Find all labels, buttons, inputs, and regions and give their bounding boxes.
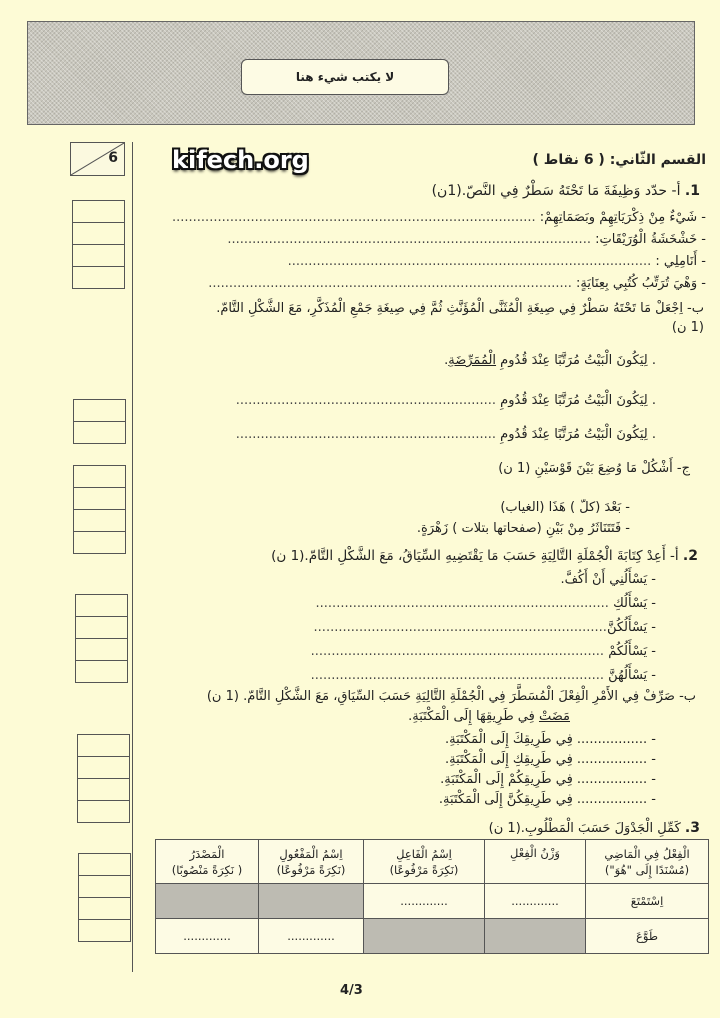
q2b-items[interactable] bbox=[439, 730, 656, 810]
grade-box-q1b bbox=[73, 399, 126, 444]
shaded-cell bbox=[156, 884, 259, 919]
conjugation-table bbox=[155, 839, 709, 954]
answer-cell[interactable]: ............. bbox=[259, 919, 364, 954]
watermark: kifech.org bbox=[172, 146, 309, 174]
section-score-box bbox=[70, 142, 125, 176]
underlined-verb: مَضَتْ bbox=[538, 709, 570, 724]
q1-number: 1. bbox=[684, 183, 700, 199]
section-title: القسم الثّاني: ( 6 نقاط ) bbox=[532, 152, 706, 168]
q1a-item-4[interactable]: - وَهْيَ تُرَتِّبُ كُتُبِي بِعِنَايَةٍ: ........................................................................................ bbox=[208, 276, 706, 291]
q2a-prompt: 2. أ- أَعِدْ كِتَابَةَ الْجُمْلَةِ التَّالِيَةِ حَسَبَ مَا يَقْتَضِيهِ السِّيَاقُ، مَعَ الشَّكْلِ التَّامّ.(1 ن) bbox=[271, 548, 698, 564]
q2b-item-3: - ................. فِي طَرِيقِكُمْ إِلَى الْمَكْتَبَةِ. bbox=[440, 772, 656, 787]
shaded-cell bbox=[259, 884, 364, 919]
answer-cell[interactable]: ............. bbox=[156, 919, 259, 954]
q2b-item-1: - ................. فِي طَرِيقِكَ إِلَى الْمَكْتَبَةِ. bbox=[445, 732, 656, 747]
table-row bbox=[156, 919, 709, 954]
q2b-sentence: مَضَتْ فِي طَرِيقِهَا إِلَى الْمَكْتَبَةِ. bbox=[408, 709, 570, 724]
q2a-item-2[interactable]: - يَسْأَلُكُنَّ....................................................................... bbox=[313, 620, 656, 635]
shaded-cell bbox=[485, 919, 586, 954]
q2a-item-1[interactable]: - يَسْأَلُكِ ....................................................................... bbox=[315, 596, 656, 611]
q1c-prompt: ج- أَشْكُلْ مَا وُضِعَ بَيْنَ قَوْسَيْنِ (1 ن) bbox=[498, 461, 690, 476]
q1a-prompt: 1. أ- حدّد وَظِيفَةَ مَا تَحْتَهُ سَطْرٌ فِي النَّصّ.(1ن) bbox=[431, 183, 700, 199]
q2b-item-4: - ................. فِي طَرِيقِكُنَّ إِلَى الْمَكْتَبَةِ. bbox=[438, 792, 656, 807]
underlined-word: الْمُمَرِّضَةِ bbox=[448, 353, 497, 368]
q2a-items bbox=[311, 568, 656, 688]
q1a-item-3[interactable]: - أَنَامِلِي : ........................................................................................ bbox=[287, 254, 706, 269]
grade-box-q3 bbox=[78, 853, 131, 942]
q3-prompt: 3. كَمِّلِ الْجَدْوَلَ حَسَبَ الْمَطْلُوبِ.(1 ن) bbox=[488, 820, 700, 836]
margin-divider bbox=[132, 142, 133, 972]
q1a-items bbox=[136, 207, 706, 295]
q2b-item-2: - ................. فِي طَرِيقِكِ إِلَى الْمَكْتَبَةِ. bbox=[445, 752, 656, 767]
q1b-answer-plural[interactable]: . لِيَكُونَ الْبَيْتُ مُرَتَّبًا عِنْدَ قُدُومِ ............................................................... bbox=[235, 427, 656, 442]
grade-box-q1a bbox=[72, 200, 125, 289]
q1c-item-2: - فَتَتَنَاثَرُ مِنْ بَيْنِ (صفحاتها بتلات ) زَهْرَةٍ. bbox=[416, 521, 630, 536]
no-write-label: لا يكتب شيء هنا bbox=[241, 59, 449, 95]
answer-cell[interactable]: ............. bbox=[364, 884, 485, 919]
shaded-cell bbox=[364, 919, 485, 954]
q1b-sentence: . لِيَكُونَ الْبَيْتُ مُرَتَّبًا عِنْدَ قُدُومِ الْمُمَرِّضَةِ. bbox=[444, 353, 656, 368]
q2a-item-4[interactable]: - يَسْأَلُهُنَّ ....................................................................... bbox=[310, 668, 656, 683]
q2a-item-3[interactable]: - يَسْأَلُكُمْ ....................................................................... bbox=[310, 644, 656, 659]
answer-cell[interactable]: ............. bbox=[485, 884, 586, 919]
verb-cell: اِسْتَمْتَعَ bbox=[586, 884, 709, 919]
q3-number: 3. bbox=[684, 820, 700, 836]
q2-number: 2. bbox=[682, 548, 698, 564]
grade-box-q1c bbox=[73, 465, 126, 554]
q1b-points: (1 ن) bbox=[671, 320, 704, 335]
q1c-item-1: - بَعْدَ (كلّ ) هَذَا (الغياب) bbox=[500, 500, 630, 515]
q1a-item-1[interactable]: - شَيْءٌ مِنْ ذِكْرَيَاتِهِمْ وبَصَمَاتِهِمْ: ........................................................................................ bbox=[172, 210, 706, 225]
q1b-prompt: ب- اِجْعَلْ مَا تَحْتَهُ سَطْرٌ فِي صِيغَةِ الْمُثَنَّى الْمُؤَنَّثِ ثُمَّ فِي صِيغَةِ جَمْعِ الْمُذَكَّرِ، مَعَ الشَّكْلِ التَّامّ. bbox=[216, 301, 704, 316]
table-row bbox=[156, 884, 709, 919]
table-header-row: الْفِعْلُ فِي الْمَاضِي (مُسْنَدًا إِلَى "هُوَ") وَزْنُ الْفِعْلِ اِسْمُ الْفَاعِلِ (نَكِرَةً مَرْفُوعًا) اِسْمُ الْمَفْعُولِ (نَكِرَةً مَرْفُوعًا) الْمَصْدَرُ ( نَكِرَةً مَنْصُوبًا) bbox=[156, 840, 709, 884]
q1b-answer-dual[interactable]: . لِيَكُونَ الْبَيْتُ مُرَتَّبًا عِنْدَ قُدُومِ ............................................................... bbox=[235, 393, 656, 408]
q1c-items[interactable] bbox=[417, 497, 630, 539]
grade-box-q2a bbox=[75, 594, 128, 683]
q2b-prompt: ب- صَرِّفْ فِي الأَمْرِ الْفِعْلَ الْمُسَطَّرَ فِي الْجُمْلَةِ التَّالِيَةِ حَسَبَ السِّيَاقِ، مَعَ الشَّكْلِ التَّامّ. (1 ن) bbox=[206, 689, 696, 704]
q1a-item-2[interactable]: - خَشْخَشَةُ الْوُرَيْقَاتِ: ........................................................................................ bbox=[227, 232, 706, 247]
verb-cell: طَوَّعَ bbox=[586, 919, 709, 954]
q2a-example: - يَسْأَلُنِي أَنْ أَكُفَّ. bbox=[560, 572, 656, 587]
section-total-score: 6 bbox=[108, 150, 118, 166]
page-number: 4/3 bbox=[340, 983, 363, 998]
grade-box-q2b bbox=[77, 734, 130, 823]
